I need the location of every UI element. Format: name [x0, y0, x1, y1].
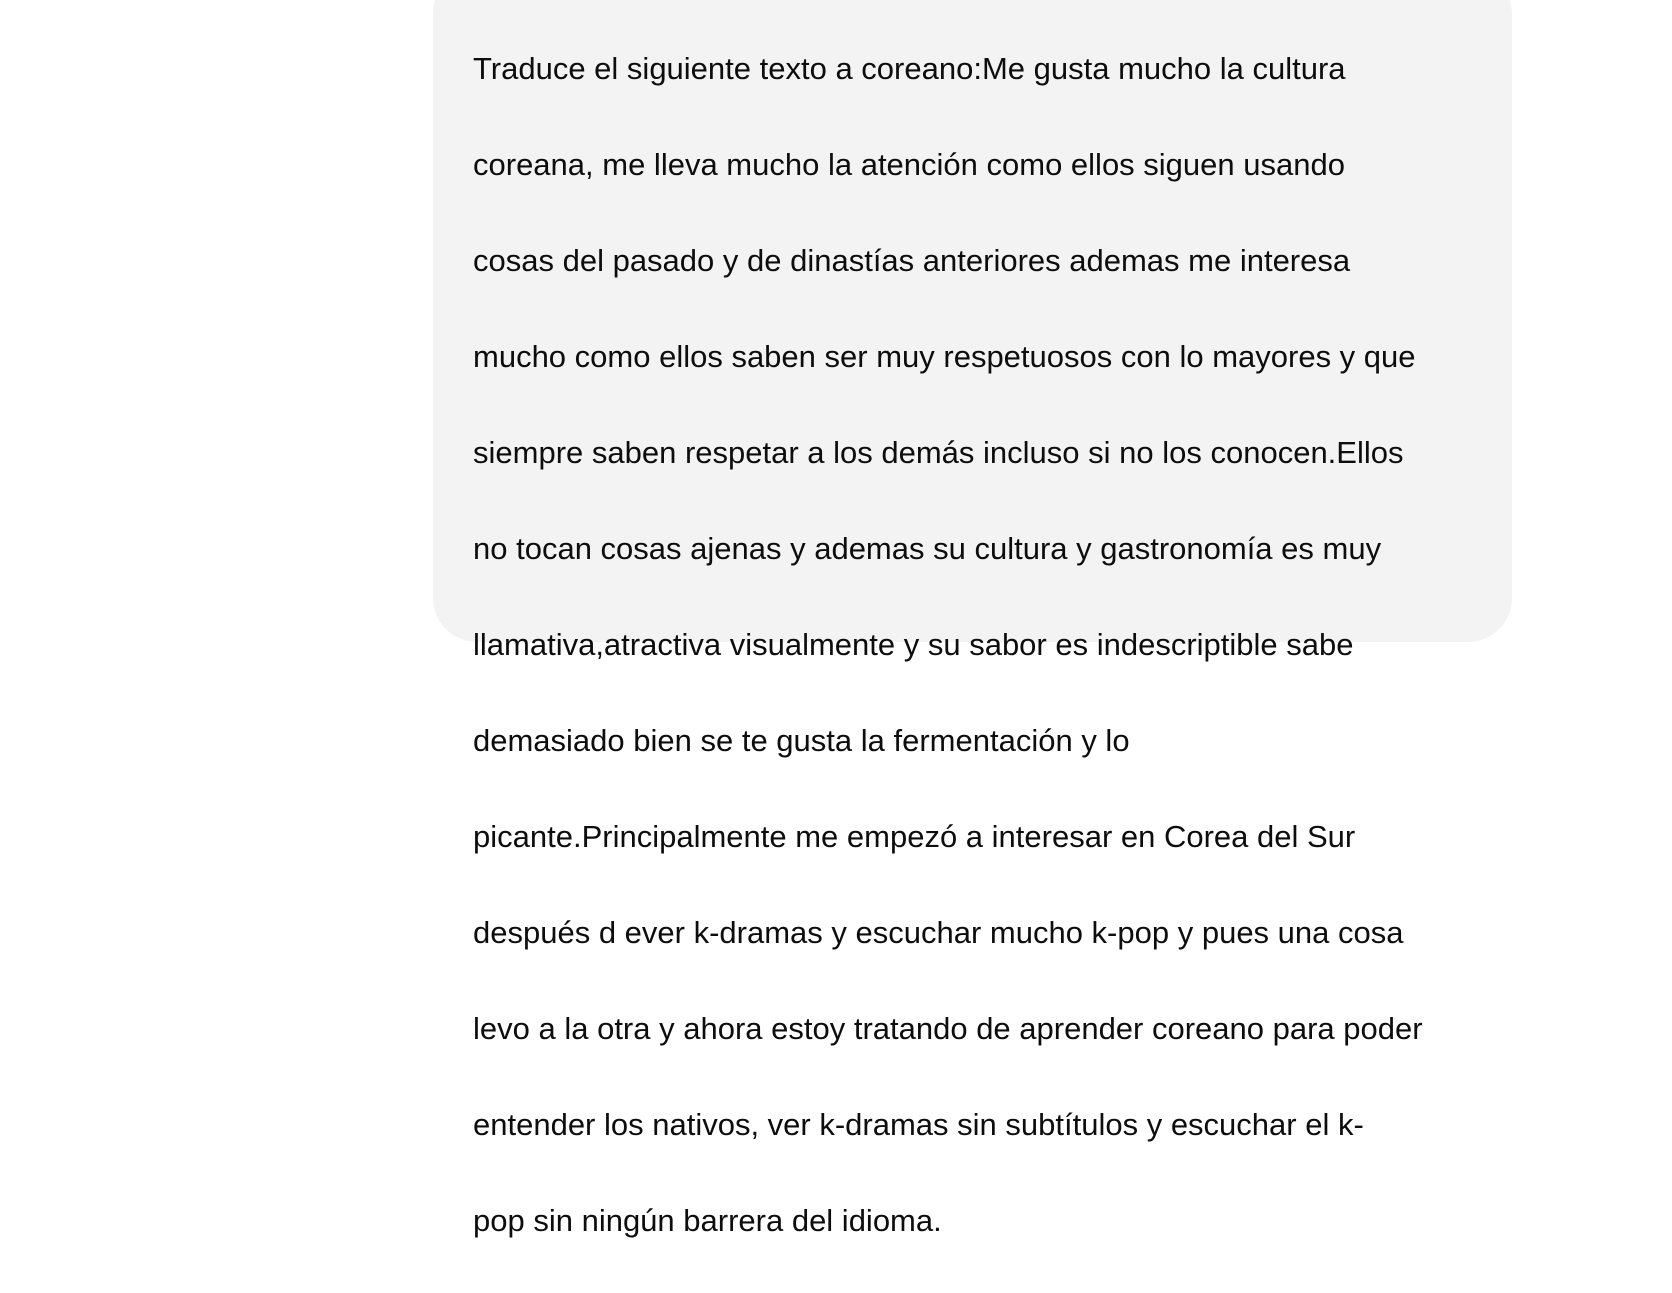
message-line: Traduce el siguiente texto a coreano:Me gusta mucho la cultura [473, 51, 1346, 86]
message-line: picante.Principalmente me empezó a interesar en Corea del Sur [473, 819, 1356, 854]
message-line: levo a la otra y ahora estoy tratando de aprender coreano para poder [473, 1011, 1423, 1046]
message-line: mucho como ellos saben ser muy respetuosos con lo mayores y que [473, 339, 1416, 374]
message-line: siempre saben respetar a los demás incluso si no los conocen.Ellos [473, 435, 1404, 470]
message-line: entender los nativos, ver k-dramas sin subtítulos y escuchar el k- [473, 1107, 1364, 1142]
message-line: cosas del pasado y de dinastías anteriores ademas me interesa [473, 243, 1351, 278]
message-line: después d ever k-dramas y escuchar mucho k-pop y pues una cosa [473, 915, 1404, 950]
message-line: pop sin ningún barrera del idioma. [473, 1203, 942, 1238]
message-line: llamativa,atractiva visualmente y su sabor es indescriptible sabe [473, 627, 1354, 662]
message-line: coreana, me lleva mucho la atención como ellos siguen usando [473, 147, 1345, 182]
user-message-bubble [433, 0, 1512, 1238]
message-line: demasiado bien se te gusta la fermentación y lo [473, 723, 1130, 758]
user-message-text [473, 0, 1474, 1293]
message-line: no tocan cosas ajenas y ademas su cultura y gastronomía es muy [473, 531, 1382, 566]
